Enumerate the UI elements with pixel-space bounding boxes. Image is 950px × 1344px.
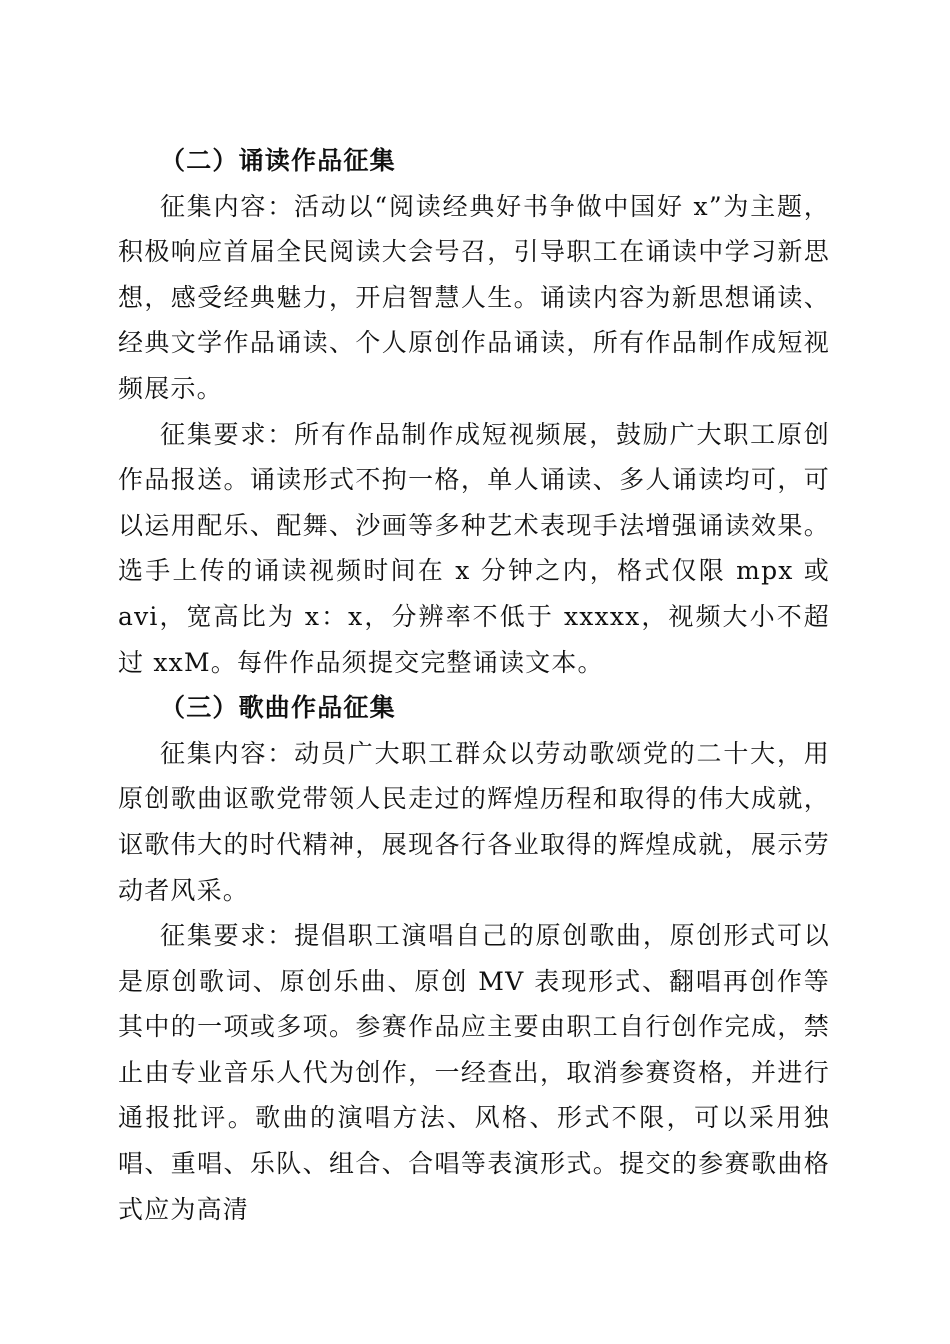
section-heading-recitation: （二）诵读作品征集 (160, 146, 396, 175)
recitation-content-paragraph: 征集内容：活动以“阅读经典好书争做中国好 x”为主题，积极响应首届全民阅读大会号召，引导职工在诵读中学习新思想，感受经典魅力，开启智慧人生。诵读内容为新思想诵读、经典文学作品诵读、个人原创作品诵读，所有作品制作成短视频展示。 (118, 191, 830, 403)
recitation-requirements-paragraph: 征集要求：所有作品制作成短视频展，鼓励广大职工原创作品报送。诵读形式不拘一格，单人诵读、多人诵读均可，可以运用配乐、配舞、沙画等多种艺术表现手法增强诵读效果。选手上传的诵读视频时间在 x 分钟之内，格式仅限 mpx 或 avi，宽高比为 x：x，分辨率不低于 xxxxx，视频大小不超过 xxM。每件作品须提交完整诵读文本。 (118, 419, 830, 677)
songs-content-paragraph: 征集内容：动员广大职工群众以劳动歌颂党的二十大，用原创歌曲讴歌党带领人民走过的辉煌历程和取得的伟大成就，讴歌伟大的时代精神，展现各行各业取得的辉煌成就，展示劳动者风采。 (118, 738, 830, 905)
document-body (118, 138, 830, 1232)
songs-requirements-paragraph: 征集要求：提倡职工演唱自己的原创歌曲，原创形式可以是原创歌词、原创乐曲、原创 MV 表现形式、翻唱再创作等其中的一项或多项。参赛作品应主要由职工自行创作完成，禁止由专业音乐人代为创作，一经查出，取消参赛资格，并进行通报批评。歌曲的演唱方法、风格、形式不限，可以采用独唱、重唱、乐队、组合、合唱等表演形式。提交的参赛歌曲格式应为高清 (118, 921, 830, 1224)
section-heading-songs: （三）歌曲作品征集 (160, 693, 396, 723)
